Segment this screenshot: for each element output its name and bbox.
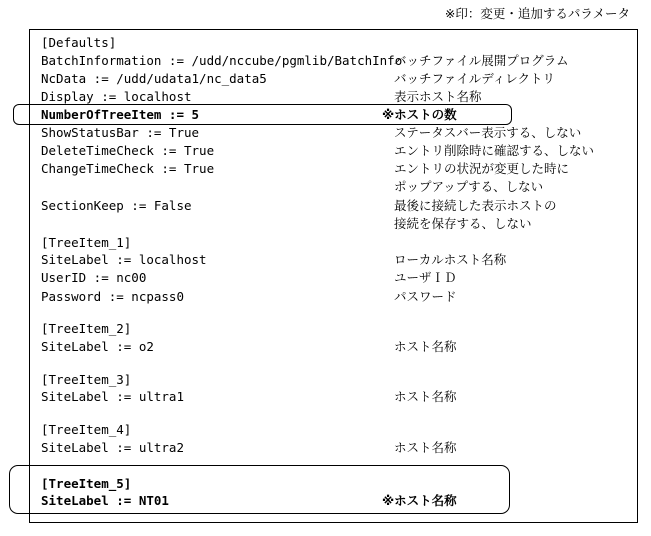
config-description: ローカルホスト名称: [394, 252, 507, 267]
config-key: SiteLabel := ultra1: [41, 389, 184, 404]
config-description: エントリの状況が変更した時に: [394, 161, 570, 176]
config-description-changed: ※ホスト名称: [382, 493, 457, 508]
config-description-changed: ※ホストの数: [382, 107, 457, 122]
config-description: ポップアップする、しない: [394, 179, 544, 194]
config-key: SiteLabel := ultra2: [41, 440, 184, 455]
config-description: 最後に接続した表示ホストの: [394, 198, 557, 213]
config-key: SiteLabel := localhost: [41, 252, 207, 267]
config-description: エントリ削除時に確認する、しない: [394, 143, 595, 158]
config-key: BatchInformation := /udd/nccube/pgmlib/BatchInfo: [41, 53, 403, 68]
config-key: SectionKeep := False: [41, 198, 192, 213]
config-description: パスワード: [394, 289, 457, 304]
config-section-changed: [TreeItem_5]: [41, 476, 132, 491]
config-key: DeleteTimeCheck := True: [41, 143, 215, 158]
config-key: NcData := /udd/udata1/nc_data5: [41, 71, 267, 86]
config-description: バッチファイル展開プログラム: [394, 53, 569, 68]
config-description: ステータスバー表示する、しない: [394, 125, 582, 140]
config-key: UserID := nc00: [41, 270, 147, 285]
config-section: [TreeItem_2]: [41, 321, 132, 336]
config-description: ホスト名称: [394, 339, 457, 354]
config-description: 接続を保存する、しない: [394, 216, 532, 231]
config-description: ユーザＩＤ: [394, 270, 457, 285]
config-key: Display := localhost: [41, 89, 192, 104]
config-section: [TreeItem_1]: [41, 235, 132, 250]
config-key: Password := ncpass0: [41, 289, 184, 304]
config-description: ホスト名称: [394, 440, 457, 455]
config-key: ShowStatusBar := True: [41, 125, 200, 140]
legend-note: ※印：変更・追加するパラメータ: [444, 6, 630, 21]
config-key: SiteLabel := o2: [41, 339, 154, 354]
config-description: 表示ホスト名称: [394, 89, 482, 104]
config-key: [Defaults]: [41, 35, 117, 50]
config-key-changed: SiteLabel := NT01: [41, 493, 169, 508]
config-section: [TreeItem_4]: [41, 422, 132, 437]
config-description: ホスト名称: [394, 389, 457, 404]
config-key: ChangeTimeCheck := True: [41, 161, 215, 176]
config-description: バッチファイルディレクトリ: [394, 71, 556, 86]
config-key-changed: NumberOfTreeItem := 5: [41, 107, 200, 122]
config-section: [TreeItem_3]: [41, 372, 132, 387]
